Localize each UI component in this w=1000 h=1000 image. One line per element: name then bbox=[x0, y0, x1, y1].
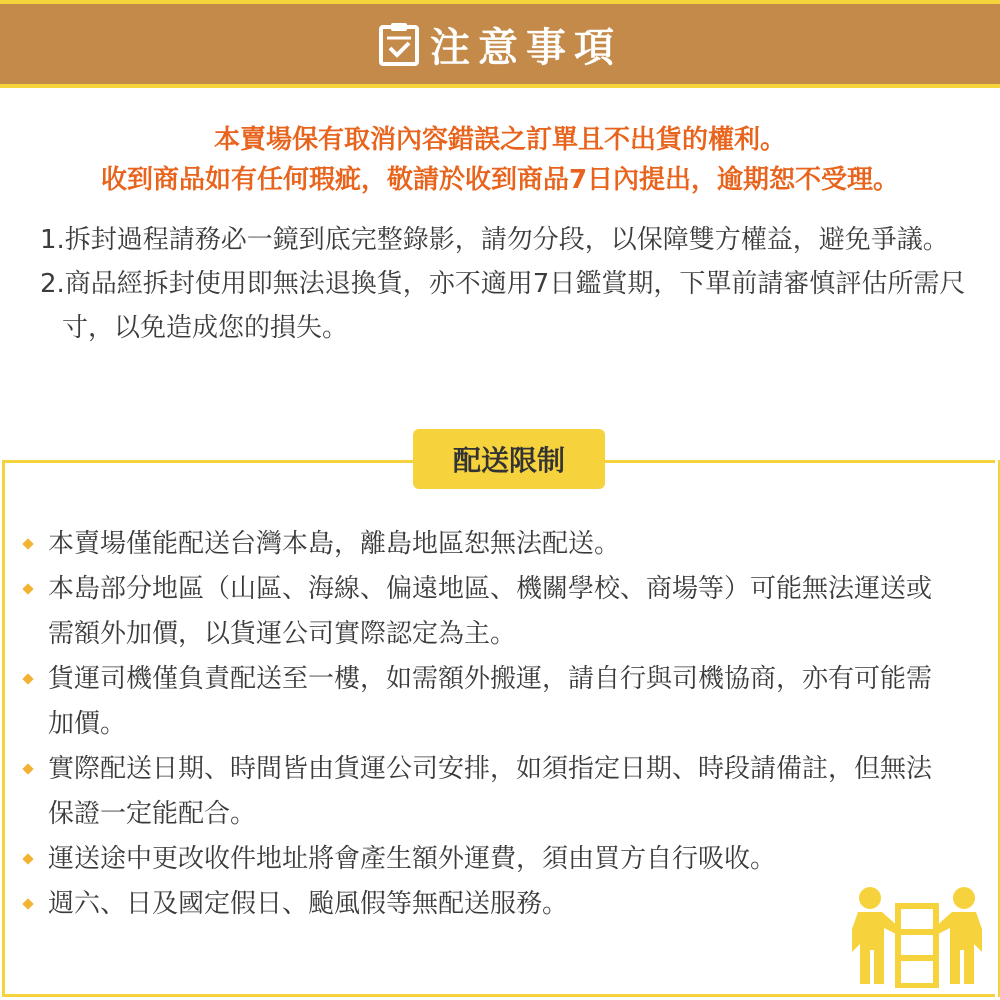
list-item bbox=[24, 567, 954, 657]
warning-line-1: 本賣場保有取消內容錯誤之訂單且不出貨的權利。 bbox=[213, 125, 786, 155]
delivery-badge: 配送限制 bbox=[413, 429, 605, 489]
bullet-icon bbox=[22, 673, 33, 684]
list-item-text: 本賣場僅能配送台灣本島，離島地區恕無法配送。 bbox=[48, 529, 621, 559]
page-title: 注意事項 bbox=[430, 24, 622, 71]
notes-list bbox=[40, 218, 970, 350]
list-item bbox=[24, 657, 954, 747]
delivery-list bbox=[24, 522, 954, 927]
list-item bbox=[24, 837, 954, 882]
bullet-icon bbox=[22, 763, 33, 774]
list-item bbox=[24, 882, 954, 927]
list-item-text: 週六、日及國定假日、颱風假等無配送服務。 bbox=[48, 889, 569, 919]
list-item-text: 本島部分地區（山區、海線、偏遠地區、機關學校、商場等）可能無法運送或需額外加價，以貨運公司實際認定為主。 bbox=[48, 574, 933, 649]
note-item: 2.商品經拆封使用即無法退換貨，亦不適用7日鑑賞期，下單前請審慎評估所需尺寸，以免造成您的損失。 bbox=[40, 269, 966, 343]
bullet-icon bbox=[22, 538, 33, 549]
bullet-icon bbox=[22, 898, 33, 909]
clipboard-check-icon bbox=[378, 21, 420, 67]
list-item bbox=[24, 522, 954, 567]
movers-carrying-shelf-icon bbox=[852, 878, 982, 988]
warning-line-2: 收到商品如有任何瑕疵，敬請於收到商品7日內提出，逾期恕不受理。 bbox=[100, 165, 900, 195]
list-item-text: 貨運司機僅負責配送至一樓，如需額外搬運，請自行與司機協商，亦有可能需加價。 bbox=[48, 664, 933, 739]
warning-text bbox=[0, 120, 1000, 200]
list-item bbox=[24, 747, 954, 837]
note-item: 1.拆封過程請務必一鏡到底完整錄影，請勿分段，以保障雙方權益，避免爭議。 bbox=[40, 225, 949, 255]
header-banner bbox=[0, 4, 1000, 88]
bullet-icon bbox=[22, 583, 33, 594]
list-item-text: 實際配送日期、時間皆由貨運公司安排，如須指定日期、時段請備註，但無法保證一定能配合。 bbox=[48, 754, 933, 829]
list-item-text: 運送途中更改收件地址將會產生額外運費，須由買方自行吸收。 bbox=[48, 844, 777, 874]
bullet-icon bbox=[22, 853, 33, 864]
